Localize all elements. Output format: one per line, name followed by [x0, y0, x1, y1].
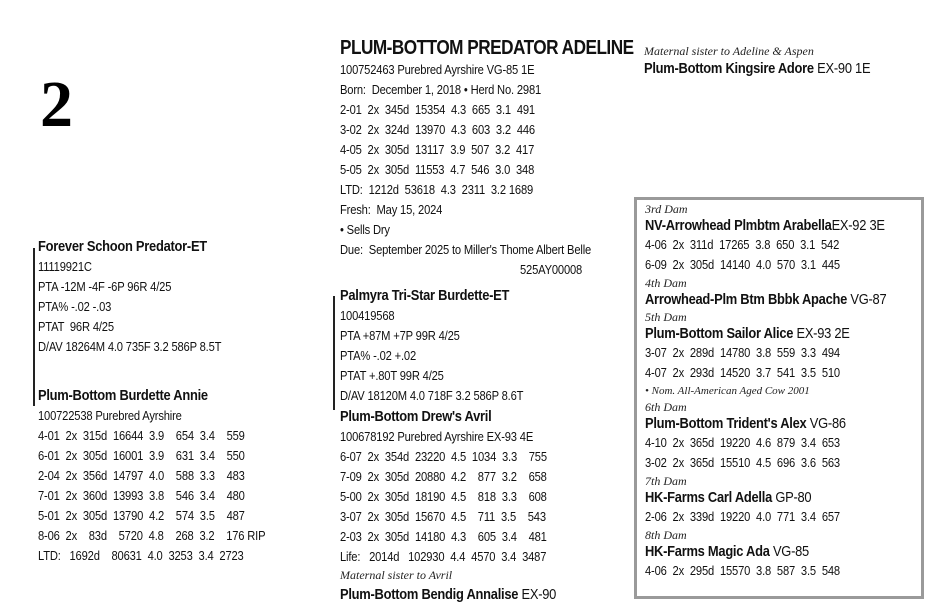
dams-sire-line: D/AV 18120M 4.0 718F 3.2 586P 8.6T — [340, 388, 524, 403]
dam-generation-label: 3rd Dam — [645, 202, 688, 216]
animal-born: Born: December 1, 2018 • Herd No. 2981 — [340, 82, 542, 97]
ancestor-name: HK-Farms Carl Adella GP-80 — [645, 489, 812, 506]
record-ltd: LTD: 1692d 80631 4.0 3253 3.4 2723 — [38, 548, 244, 563]
record-row: 5-01 2x 305d 13790 4.2 574 3.5 487 — [38, 508, 245, 523]
dam-generation-label: 6th Dam — [645, 400, 687, 414]
record-row: 4-07 2x 293d 14520 3.7 541 3.5 510 — [645, 365, 840, 380]
record-row: 5-05 2x 305d 11553 4.7 546 3.0 348 — [340, 162, 535, 177]
sister-name: Plum-Bottom Kingsire Adore EX-90 1E — [644, 60, 871, 77]
grand-dam-block — [340, 407, 591, 605]
record-row: 2-01 2x 345d 15354 4.3 665 3.1 491 — [340, 102, 535, 117]
ancestry-list — [645, 201, 926, 581]
dam-generation-label: 7th Dam — [645, 474, 687, 488]
ancestor-name: Plum-Bottom Trident's Alex VG-86 — [645, 415, 846, 432]
dam-generation-label: 4th Dam — [645, 276, 687, 290]
dam-name: Plum-Bottom Burdette Annie — [38, 387, 208, 404]
dam-block — [38, 386, 302, 566]
sells-status: • Sells Dry — [340, 222, 390, 237]
record-row: 3-02 2x 365d 15510 4.5 696 3.6 563 — [645, 455, 840, 470]
dam-generation-label: 5th Dam — [645, 310, 687, 324]
record-row: 4-01 2x 315d 16644 3.9 654 3.4 559 — [38, 428, 245, 443]
record-row: 7-01 2x 360d 13993 3.8 546 3.4 480 — [38, 488, 245, 503]
dams-sire-name: Palmyra Tri-Star Burdette-ET — [340, 287, 510, 304]
animal-registration: 100752463 Purebred Ayrshire VG-85 1E — [340, 62, 535, 77]
record-row: 3-07 2x 305d 15670 4.5 711 3.5 543 — [340, 509, 546, 524]
record-row: 2-04 2x 356d 14797 4.0 588 3.3 483 — [38, 468, 245, 483]
record-row: 2-06 2x 339d 19220 4.0 771 3.4 657 — [645, 509, 840, 524]
pedigree-bracket-dams-sire — [333, 296, 335, 410]
due-info: Due: September 2025 to Miller's Thome Albert Belle — [340, 242, 592, 257]
record-row: 6-07 2x 354d 23220 4.5 1034 3.3 755 — [340, 449, 547, 464]
record-row: 6-09 2x 305d 14140 4.0 570 3.1 445 — [645, 257, 840, 272]
dams-sire-block — [340, 286, 553, 406]
grand-dam-name: Plum-Bottom Drew's Avril — [340, 408, 492, 425]
lot-number: 2 — [40, 68, 73, 141]
ancestor-name: HK-Farms Magic Ada VG-85 — [645, 543, 809, 560]
sire-name: Forever Schoon Predator-ET — [38, 238, 207, 255]
sister-note: Maternal sister to Adeline & Aspen — [644, 44, 814, 58]
ancestor-name: NV-Arrowhead Plmbtm ArabellaEX-92 3E — [645, 217, 885, 234]
record-row: 8-06 2x 83d 5720 4.8 268 3.2 176 RIP — [38, 528, 266, 543]
dams-sire-line: PTA +87M +7P 99R 4/25 — [340, 328, 460, 343]
dams-sire-line: PTA% -.02 +.02 — [340, 348, 417, 363]
record-row: 6-01 2x 305d 16001 3.9 631 3.4 550 — [38, 448, 245, 463]
dams-sire-line: PTAT +.80T 99R 4/25 — [340, 368, 444, 383]
main-animal — [340, 37, 681, 280]
ancestor-name: Arrowhead-Plm Btm Bbbk Apache VG-87 — [645, 291, 887, 308]
record-life: Life: 2014d 102930 4.4 4570 3.4 3487 — [340, 549, 547, 564]
dams-sire-line: 100419568 — [340, 308, 395, 323]
dam-registration: 100722538 Purebred Ayrshire — [38, 408, 182, 423]
ancestor-name: Plum-Bottom Sailor Alice EX-93 2E — [645, 325, 850, 342]
dam-generation-label: 8th Dam — [645, 528, 687, 542]
record-row: 2-03 2x 305d 14180 4.3 605 3.4 481 — [340, 529, 547, 544]
sire-line: PTA -12M -4F -6P 96R 4/25 — [38, 279, 172, 294]
pedigree-bracket-sire — [33, 248, 35, 406]
grand-dam-registration: 100678192 Purebred Ayrshire EX-93 4E — [340, 429, 534, 444]
due-sire-registration: 525AY00008 — [520, 262, 583, 277]
record-ltd: LTD: 1212d 53618 4.3 2311 3.2 1689 — [340, 182, 534, 197]
maternal-sister-top — [644, 43, 907, 79]
grand-dam-sister-name: Plum-Bottom Bendig Annalise EX-90 — [340, 586, 557, 603]
animal-name: PLUM-BOTTOM PREDATOR ADELINE — [340, 37, 634, 59]
award-note: • Nom. All-American Aged Cow 2001 — [645, 385, 810, 397]
record-row: 7-09 2x 305d 20880 4.2 877 3.2 658 — [340, 469, 547, 484]
grand-dam-sister-note: Maternal sister to Avril — [340, 568, 453, 582]
record-row: 3-02 2x 324d 13970 4.3 603 3.2 446 — [340, 122, 535, 137]
record-row: 3-07 2x 289d 14780 3.8 559 3.3 494 — [645, 345, 840, 360]
sire-block — [38, 237, 251, 357]
record-row: 4-10 2x 365d 19220 4.6 879 3.4 653 — [645, 435, 840, 450]
record-row: 4-06 2x 295d 15570 3.8 587 3.5 548 — [645, 563, 840, 578]
sire-line: PTAT 96R 4/25 — [38, 319, 114, 334]
sire-line: 11119921C — [38, 259, 92, 274]
ancestry-box — [634, 197, 924, 599]
fresh-date: Fresh: May 15, 2024 — [340, 202, 443, 217]
record-row: 4-06 2x 311d 17265 3.8 650 3.1 542 — [645, 237, 840, 252]
record-row: 4-05 2x 305d 13117 3.9 507 3.2 417 — [340, 142, 535, 157]
record-row: 5-00 2x 305d 18190 4.5 818 3.3 608 — [340, 489, 547, 504]
sire-line: D/AV 18264M 4.0 735F 3.2 586P 8.5T — [38, 339, 222, 354]
sire-line: PTA% -.02 -.03 — [38, 299, 112, 314]
